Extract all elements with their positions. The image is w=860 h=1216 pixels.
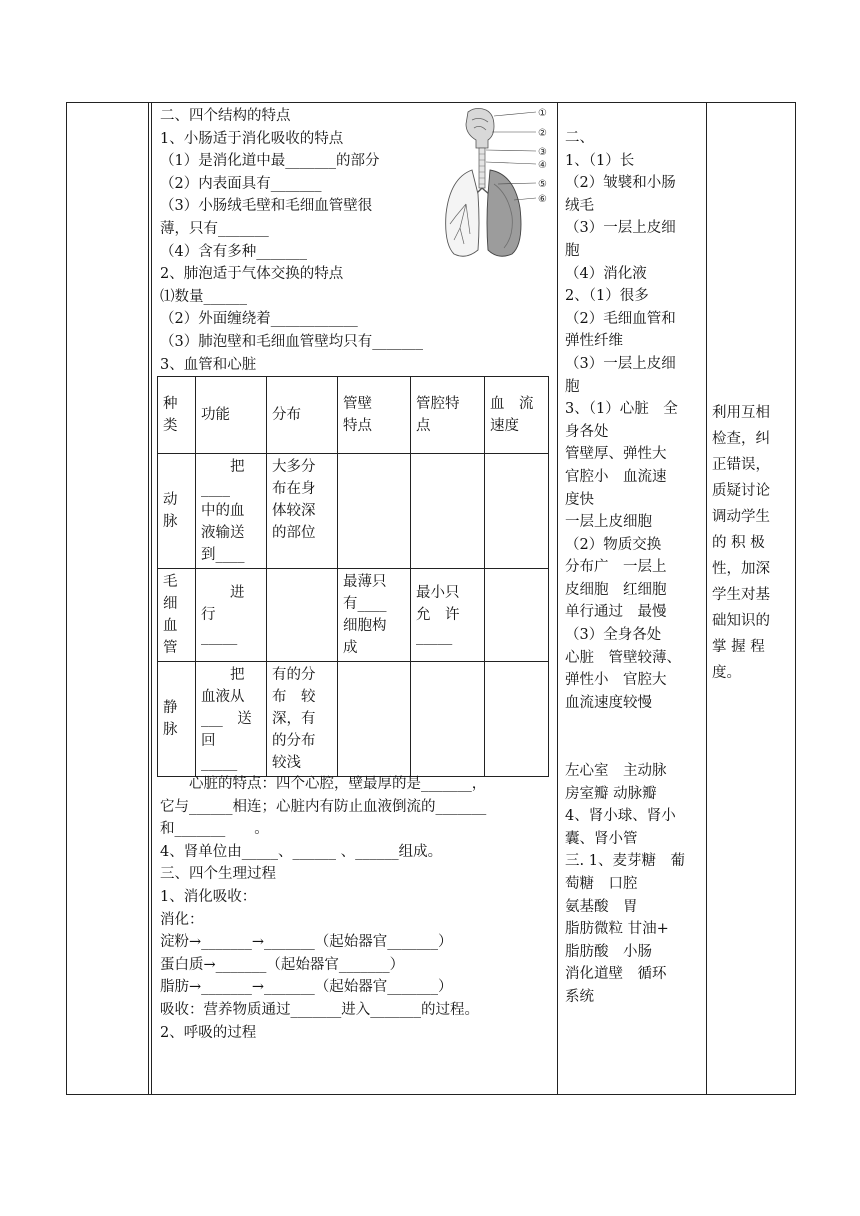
header-distribution: 分布: [267, 377, 338, 454]
answer-line: 2、（1）很多: [565, 288, 649, 305]
vein-distribution: 有的分 布 较 深，有 的分布 较浅: [267, 662, 338, 777]
answer-line: （4）消化液: [565, 265, 647, 282]
answer-line: 萄糖 口腔: [565, 875, 638, 892]
answer-line: 消化道壁 循环: [565, 966, 667, 983]
capillary-distribution: [267, 569, 338, 662]
vein-lumen: [411, 662, 485, 777]
column-divider-1b: [151, 102, 152, 1095]
capillary-type: 毛 细 血 管: [158, 569, 196, 662]
section2-title: 二、四个结构的特点: [160, 108, 291, 124]
answer-line: 脂肪酸 小肠: [565, 943, 652, 960]
capillary-lumen: 最小只 允 许 _____: [411, 569, 485, 662]
answer-line: （3）一层上皮细: [565, 355, 676, 372]
answer-line: 弹性纤维: [565, 333, 623, 350]
diagram-label-3: ③: [538, 147, 547, 158]
answer-line: 1、（1）长: [565, 152, 635, 169]
answer-line: 皮细胞 红细胞: [565, 581, 667, 598]
table-left-border: [66, 102, 67, 1095]
kidney-line: 4、肾单位由_____、______ 、______组成。: [160, 843, 443, 860]
vein-type: 静 脉: [158, 662, 196, 777]
teaching-note: 利用互相 检查，纠 正错误， 质疑讨论 调动学生 的 积 极 性，加深 学生对基 础知识的 掌 握 程 度。: [712, 405, 770, 681]
header-speed: 血 流 速度: [485, 377, 549, 454]
header-lumen: 管腔特 点: [411, 377, 485, 454]
diagram-label-6: ⑥: [538, 194, 547, 205]
header-wall: 管壁 特点: [338, 377, 411, 454]
artery-wall: [338, 454, 411, 569]
digestion-label: 消化：: [160, 911, 204, 928]
answer-line: 房室瓣 动脉瓣: [565, 785, 657, 802]
capillary-wall: 最薄只 有____ 细胞构 成: [338, 569, 411, 662]
answer-line: 三. 1、麦芽糖 葡: [565, 853, 685, 870]
table-row: [158, 662, 549, 777]
answer-line: 弹性小 官腔大: [565, 672, 667, 689]
column-divider-2: [557, 102, 558, 1095]
small-intestine-item-3a: （3）小肠绒毛壁和毛细血管壁很: [160, 198, 373, 215]
table-row: [158, 569, 549, 662]
small-intestine-item-1: （1）是消化道中最_______的部分: [160, 153, 380, 170]
table-right-border: [795, 102, 796, 1095]
small-intestine-item-4: （4）含有多种_______: [160, 243, 307, 260]
vessels-title: 3、血管和心脏: [160, 356, 257, 373]
alveoli-item-1: ⑴数量______: [160, 288, 247, 305]
respiration-title: 2、呼吸的过程: [160, 1024, 257, 1041]
answer-line: 度快: [565, 491, 594, 508]
answer-line: 3、（1）心脏 全: [565, 401, 678, 418]
artery-function: 把 ____ 中的血 液输送 到____: [196, 454, 267, 569]
answer-line: 分布广 一层上: [565, 559, 667, 576]
section2-block: [160, 105, 423, 376]
table-bottom-border: [66, 1094, 796, 1095]
answer-line: （3）一层上皮细: [565, 220, 676, 237]
answers-block-2: [565, 760, 685, 1009]
answer-line: 二、: [565, 130, 594, 146]
table-header-row: [158, 377, 549, 454]
answer-line: 身各处: [565, 423, 609, 440]
table-top-border: [66, 102, 796, 103]
diagram-label-1: ①: [538, 108, 547, 119]
answer-line: （2）毛细血管和: [565, 310, 676, 327]
artery-distribution: 大多分 布在身 体较深 的部位: [267, 454, 338, 569]
vein-function: 把 血液从 ___ 送 回 _____: [196, 662, 267, 777]
vessel-table: [157, 376, 549, 777]
answer-line: 胞: [565, 242, 580, 259]
answer-line: 胞: [565, 378, 580, 395]
heart-line-1: 心脏的特点：四个心腔，壁最厚的是_______，: [160, 776, 487, 792]
header-function: 功能: [196, 377, 267, 454]
table-row: [158, 454, 549, 569]
diagram-label-5: ⑤: [538, 179, 547, 190]
heart-line-3: 和_______ 。: [160, 821, 269, 838]
answer-line: 心脏 管壁较薄、: [565, 649, 681, 666]
fat-line: 脂肪→_______→_______（起始器官_______）: [160, 979, 453, 996]
starch-line: 淀粉→_______→_______（起始器官_______）: [160, 934, 453, 951]
column-divider-3: [706, 102, 707, 1095]
alveoli-item-2: （2）外面缠绕着____________: [160, 311, 358, 328]
column-divider-1: [148, 102, 149, 1095]
protein-line: 蛋白质→_______（起始器官_______）: [160, 956, 405, 973]
section3-title: 三、四个生理过程: [160, 866, 276, 883]
answer-line: 囊、肾小管: [565, 830, 638, 847]
answer-line: 系统: [565, 988, 594, 1005]
header-type: 种 类: [158, 377, 196, 454]
answer-line: 脂肪微粒 甘油+: [565, 921, 669, 938]
answer-line: 4、肾小球、肾小: [565, 808, 676, 825]
small-intestine-item-2: （2）内表面具有_______: [160, 175, 322, 192]
answer-line: 单行通过 最慢: [565, 604, 667, 621]
alveoli-title: 2、肺泡适于气体交换的特点: [160, 266, 344, 283]
answer-line: 左心室 主动脉: [565, 763, 667, 779]
artery-speed: [485, 454, 549, 569]
answers-block: [565, 127, 681, 714]
answer-line: 绒毛: [565, 197, 594, 214]
alveoli-item-3: （3）肺泡壁和毛细血管壁均只有_______: [160, 333, 423, 350]
answer-line: 官腔小 血流速: [565, 468, 667, 485]
vein-speed: [485, 662, 549, 777]
absorption-line: 吸收：营养物质通过_______进入_______的过程。: [160, 1001, 479, 1018]
respiratory-system-diagram: [432, 104, 556, 264]
heart-line-2: 它与______相连；心脏内有防止血液倒流的_______: [160, 798, 487, 815]
answer-line: （2）皱襞和小肠: [565, 175, 676, 192]
answer-line: （3）全身各处: [565, 627, 662, 644]
artery-type: 动 脉: [158, 454, 196, 569]
answer-line: 管壁厚、弹性大: [565, 446, 667, 463]
answer-line: （2）物质交换: [565, 536, 662, 553]
section3-block: [160, 773, 486, 1044]
vein-wall: [338, 662, 411, 777]
answer-line: 一层上皮细胞: [565, 514, 652, 531]
diagram-label-4: ④: [538, 160, 547, 171]
digestion-title: 1、消化吸收：: [160, 888, 257, 905]
small-intestine-item-3b: 薄，只有_______: [160, 220, 269, 237]
capillary-function: 进 行 _____: [196, 569, 267, 662]
answer-line: 氨基酸 胃: [565, 898, 638, 915]
capillary-speed: [485, 569, 549, 662]
small-intestine-title: 1、小肠适于消化吸收的特点: [160, 130, 344, 147]
diagram-label-2: ②: [538, 128, 547, 139]
artery-lumen: [411, 454, 485, 569]
answer-line: 血流速度较慢: [565, 694, 652, 711]
